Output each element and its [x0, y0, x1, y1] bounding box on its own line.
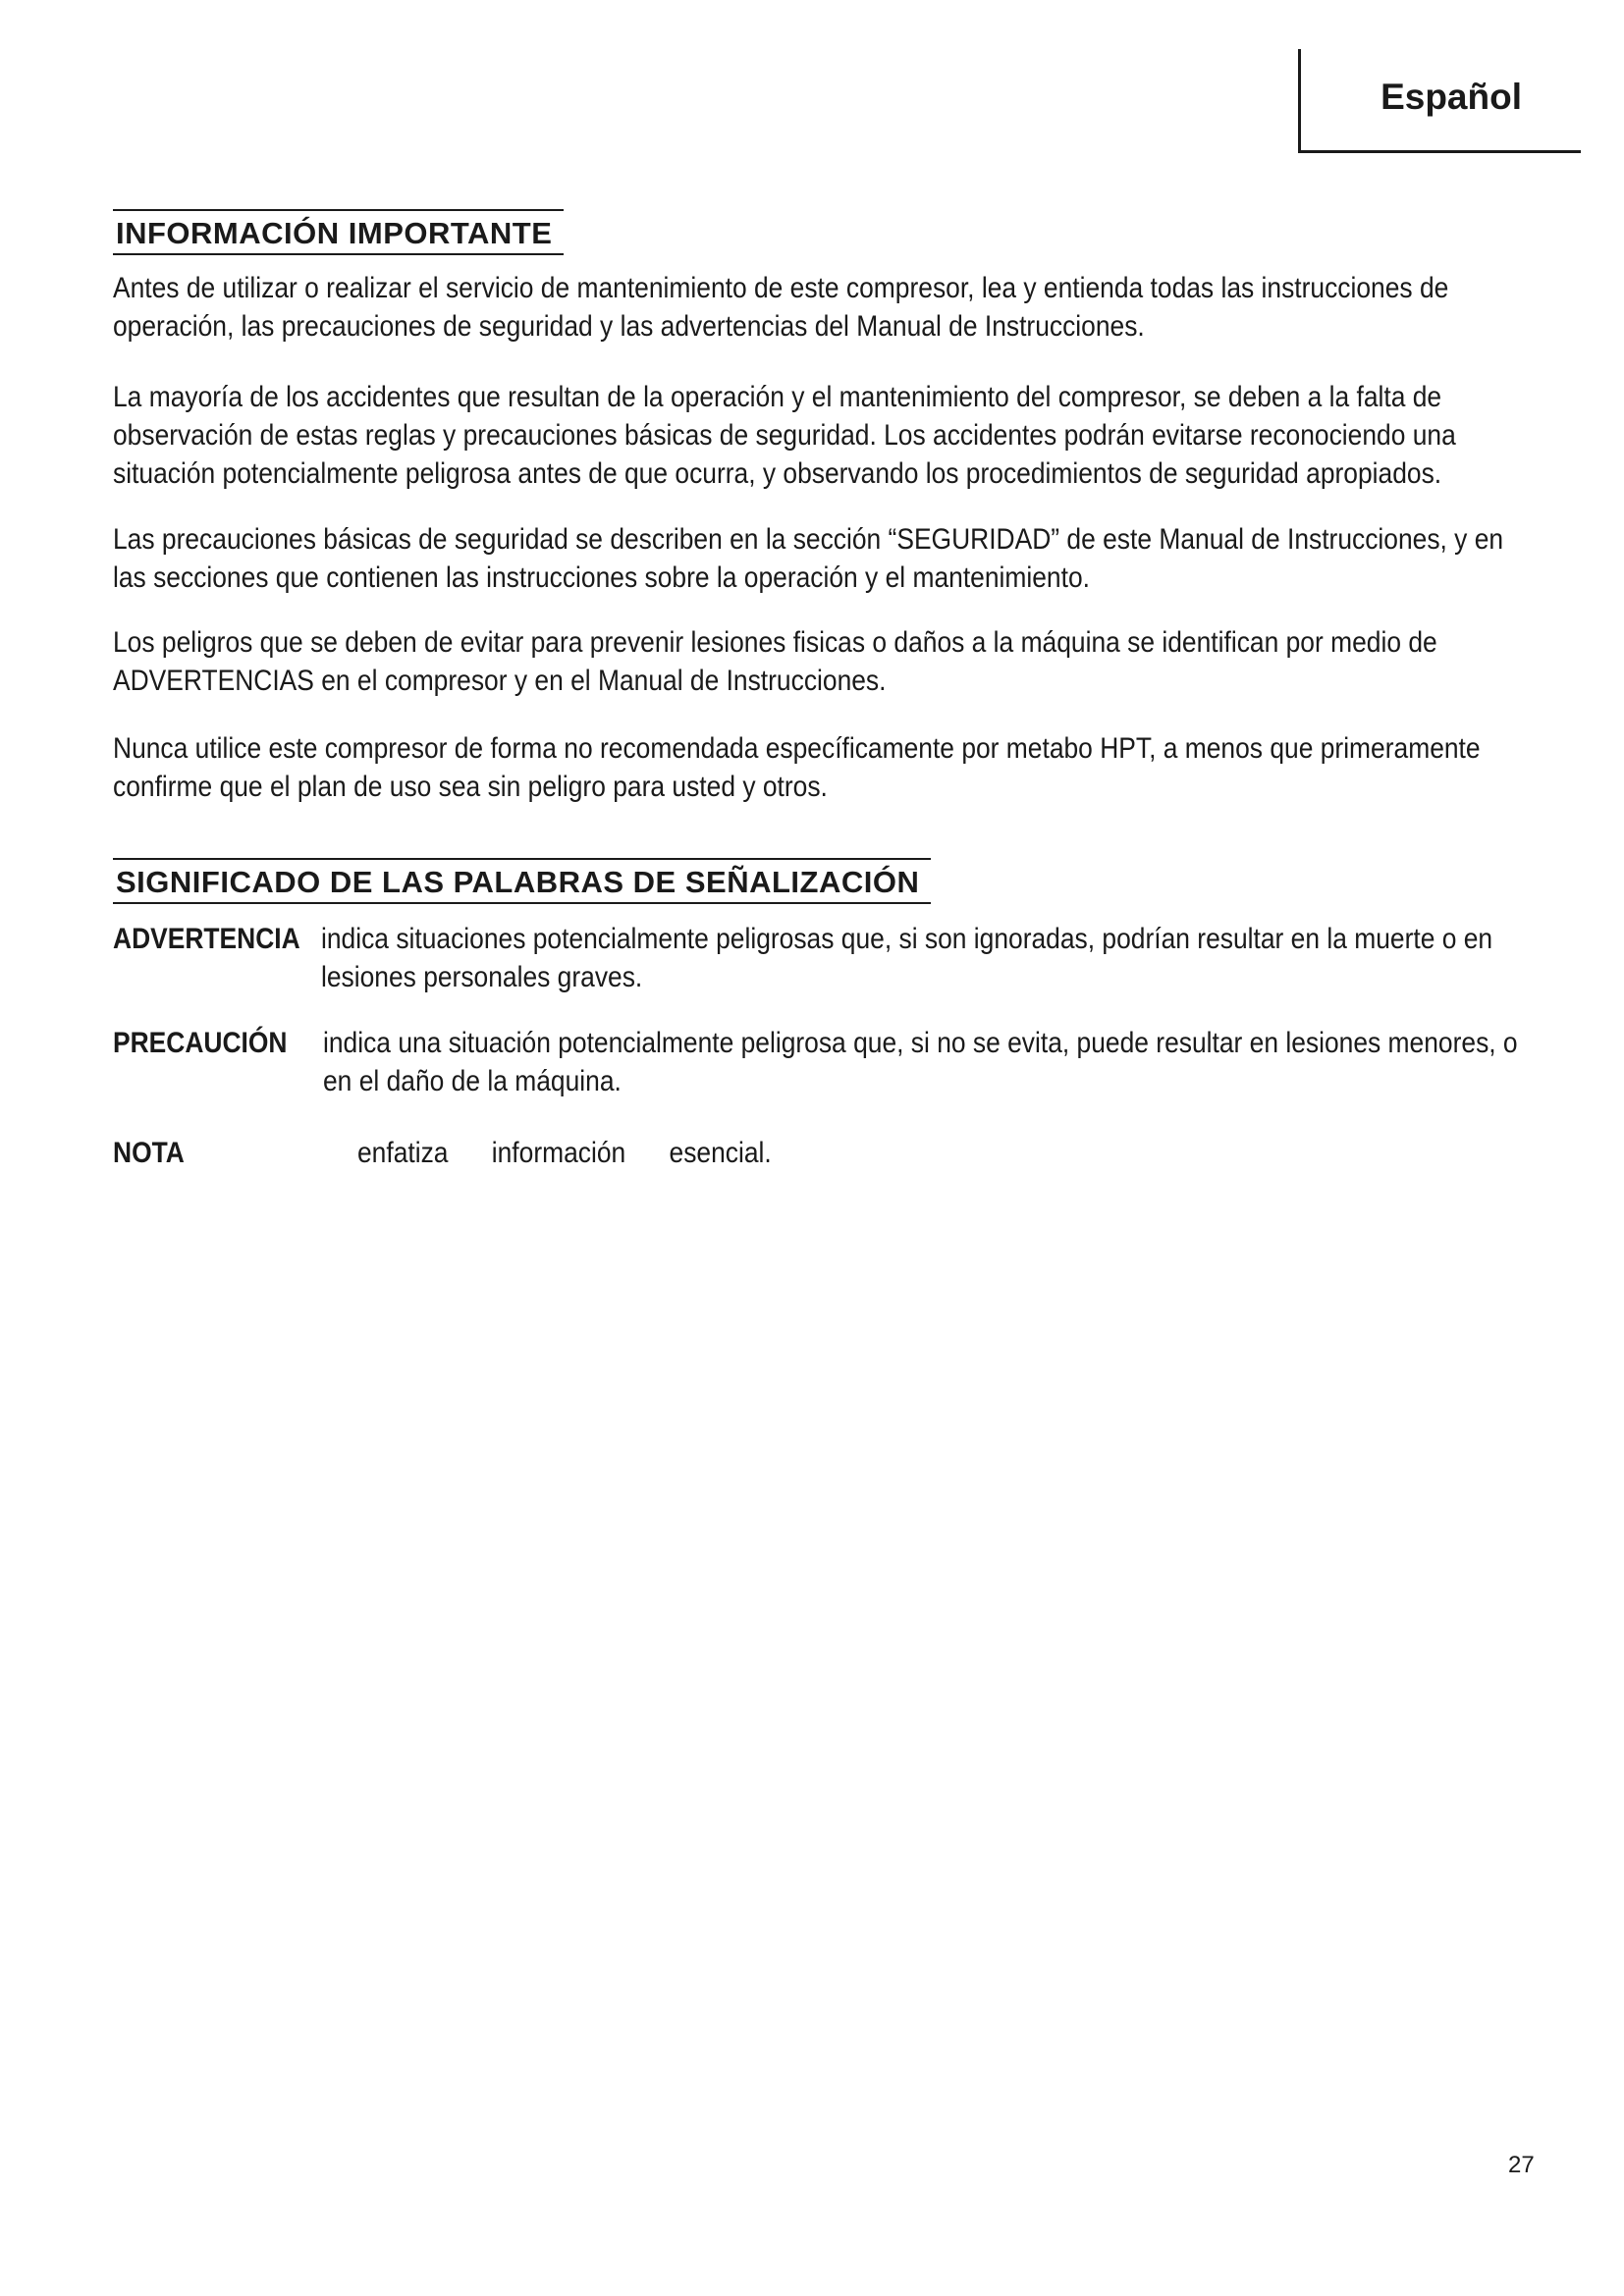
paragraph-2: La mayoría de los accidentes que resultan de la operación y el mantenimiento del compresor, se deben a la falta de observación de estas reglas y precauciones básicas de seguridad. Los accidentes podrán evitarse reconociendo una situación potencialmente peligrosa antes de que ocurra, y observando los procedimientos de seguridad apropiados.: [113, 381, 1456, 490]
paragraph-4: Los peligros que se deben de evitar para prevenir lesiones fisicas o daños a la máquina se identifican por medio de ADVERTENCIAS en el compresor y en el Manual de Instrucciones.: [113, 626, 1437, 697]
language-label: Español: [1380, 77, 1522, 117]
term-label: ADVERTENCIA: [113, 923, 300, 955]
term-definition: indica una situación potencialmente peligrosa que, si no se evita, puede resultar en lesiones menores, o en el daño de la máquina.: [323, 1027, 1518, 1097]
term-label: PRECAUCIÓN: [113, 1027, 288, 1059]
language-tab: [1298, 49, 1581, 153]
heading-significado-palabras: SIGNIFICADO DE LAS PALABRAS DE SEÑALIZACIÓN: [113, 858, 931, 904]
paragraph-1: Antes de utilizar o realizar el servicio de mantenimiento de este compresor, lea y entienda todas las instrucciones de operación, las precauciones de seguridad y las advertencias del Manual de Instrucciones.: [113, 272, 1449, 343]
term-definition: enfatiza información esencial.: [357, 1137, 772, 1169]
term-definition: indica situaciones potencialmente peligrosas que, si son ignoradas, podrían resultar en la muerte o en lesiones personales graves.: [321, 923, 1493, 993]
paragraph-3: Las precauciones básicas de seguridad se describen en la sección “SEGURIDAD” de este Manual de Instrucciones, y en las secciones que contienen las instrucciones sobre la operación y el mantenimiento.: [113, 523, 1504, 594]
heading-informacion-importante: INFORMACIÓN IMPORTANTE: [113, 209, 564, 255]
page-number: 27: [1508, 2152, 1535, 2178]
term-label: NOTA: [113, 1137, 185, 1169]
paragraph-5: Nunca utilice este compresor de forma no recomendada específicamente por metabo HPT, a menos que primeramente confirme que el plan de uso sea sin peligro para usted y otros.: [113, 732, 1481, 803]
